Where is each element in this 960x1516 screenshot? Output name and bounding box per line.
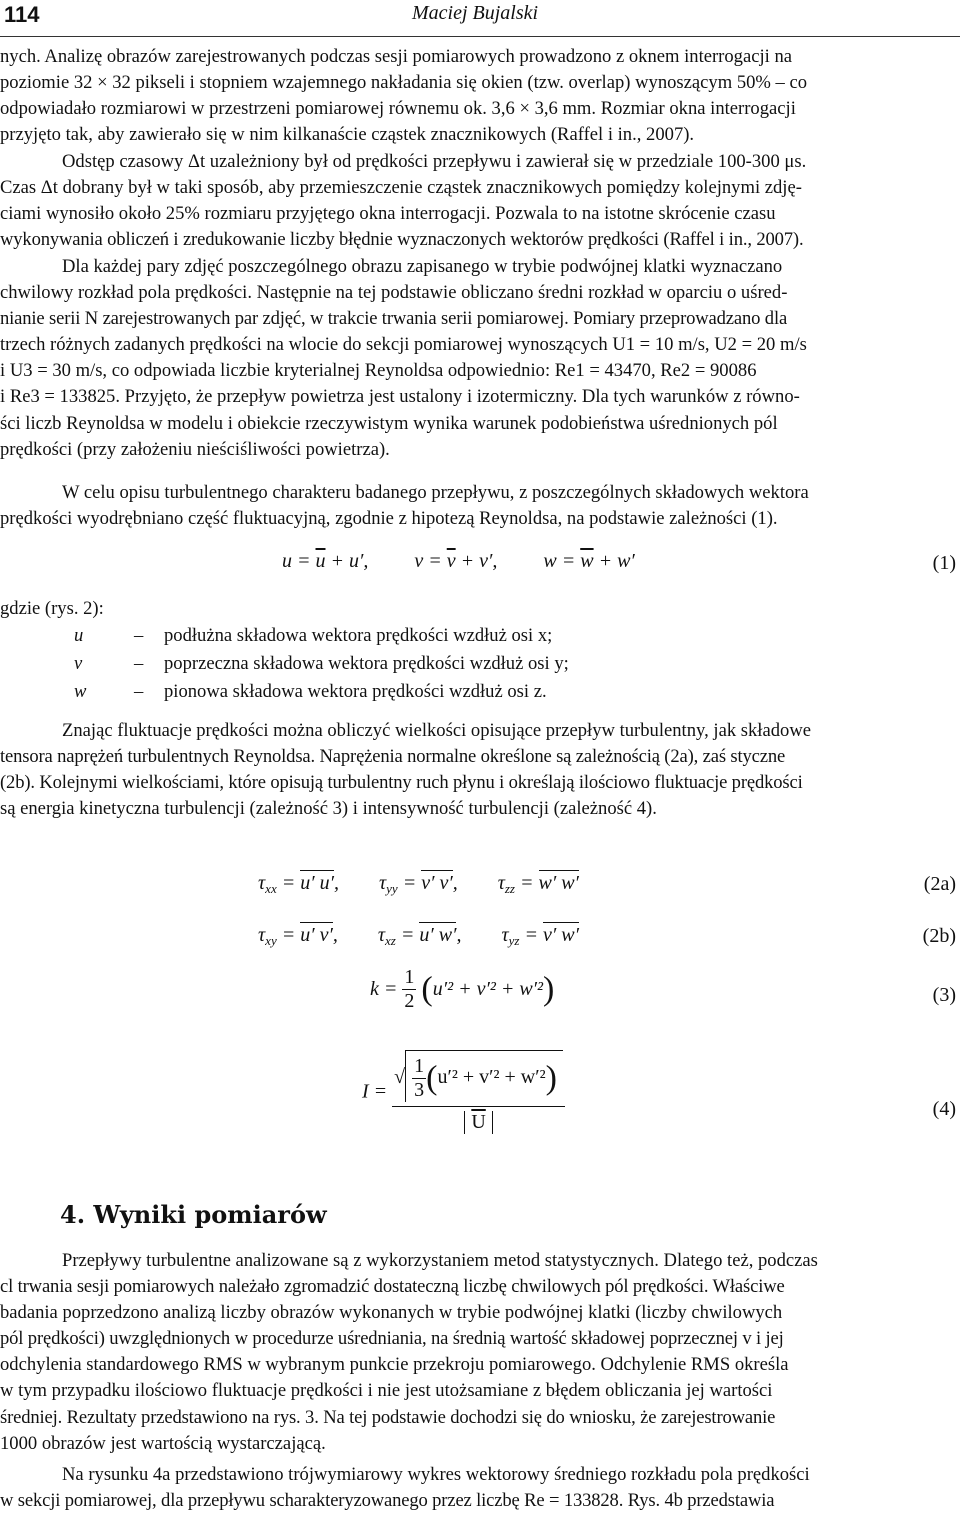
text-line: poziomie 32 × 32 pikseli i stopniem wzajemnego nakładania się okien (tzw. overlap) wynoszącym 50% – co bbox=[0, 72, 808, 94]
text-line: Przepływy turbulentne analizowane są z wykorzystaniem metod statystycznych. Dlatego też, podczas bbox=[62, 1250, 818, 1271]
symbol-definitions bbox=[0, 622, 960, 706]
text-line: prędkości wyodrębniano część fluktuacyjną, zgodnie z hipotezą Reynoldsa, na podstawie zależności (1). bbox=[0, 508, 778, 530]
text-line: W celu opisu turbulentnego charakteru badanego przepływu, z poszczególnych składowych wektora bbox=[62, 482, 809, 503]
equation-4: I = √ $\frac{1}{3}$ (u′² + v′² + w′²) U bbox=[362, 1050, 565, 1134]
equation-2b-number: (2b) bbox=[922, 925, 956, 947]
text-line: i Re3 = 133825. Przyjęto, że przepływ powietrza jest ustalony i izotermiczny. Dla tych warunków z równo- bbox=[0, 386, 800, 408]
text-line: tensora naprężeń turbulentnych Reynoldsa. Naprężenia normalne określone są zależnością (2a), zaś styczne bbox=[0, 746, 786, 768]
paragraph-5 bbox=[0, 718, 960, 822]
definition-row: u – podłużna składowa wektora prędkości wzdłuż osi x; bbox=[74, 625, 553, 646]
paragraph-2 bbox=[0, 149, 960, 253]
text-line: cl trwania sesji pomiarowych należało zgromadzić dostateczną liczbę chwilowych pól prędkości. Właściwe bbox=[0, 1276, 785, 1298]
equation-1-number: (1) bbox=[932, 552, 956, 574]
equation-2b: $\tau_{xy} = u'$ v′, $\tau_{xz} = u'$ w′, $\tau_{yz} = v'$ w′ bbox=[258, 924, 579, 948]
text-line: w sekcji pomiarowej, dla przepływu scharakteryzowanego przez liczbę Re = 133828. Rys. 4b przedstawia bbox=[0, 1490, 775, 1512]
text-line: pól prędkości) uwzględnionych w procedurze uśredniania, na średnią wartość składowej poprzecznej v i jej bbox=[0, 1328, 784, 1350]
fraction: √ $\frac{1}{3}$ (u′² + v′² + w′²) U bbox=[392, 1050, 565, 1134]
page-header bbox=[0, 0, 960, 34]
text-line: są energia kinetyczna turbulencji (zależność 3) i intensywność turbulencji (zależność 4). bbox=[0, 798, 657, 820]
definition-row: v – poprzeczna składowa wektora prędkości wzdłuż osi y; bbox=[74, 653, 569, 674]
equation-2a: $\tau_{xx} = u'$ u′, $\tau_{yy} = v'$ v′, $\tau_{zz} = w'$ w′ bbox=[258, 872, 579, 896]
text-line: odchylenia standardowego RMS w wybranym punkcie przekroju pomiarowego. Odchylenie RMS określa bbox=[0, 1354, 789, 1376]
text-line: badania poprzedzono analizą liczby obrazów wykonanych w trybie podwójnej klatki (liczby chwilowych bbox=[0, 1302, 783, 1324]
text-line: nych. Analizę obrazów zarejestrowanych podczas sesji pomiarowych prowadzono z oknem interrogacji na bbox=[0, 46, 793, 67]
text-line: przyjęto tak, aby zawierało się w nim kilkanaście cząstek znacznikowych (Raffel i in., 2007). bbox=[0, 124, 695, 146]
text-line: trzech różnych zadanych prędkości na wlocie do sekcji pomiarowej wynoszących U1 = 10 m/s, U2 = 20 m/s bbox=[0, 334, 807, 356]
text-line: Dla każdej pary zdjęć poszczególnego obrazu zapisanego w trybie podwójnej klatki wyznaczano bbox=[62, 256, 783, 277]
paragraph-6 bbox=[0, 1248, 960, 1457]
page-number: 114 bbox=[4, 2, 40, 27]
text-line: ciami wynosiło około 25% rozmiaru przyjętego okna interrogacji. Pozwala to na istotne skrócenie czasu bbox=[0, 203, 776, 225]
gdzie-label: gdzie (rys. 2): bbox=[0, 598, 104, 619]
text-line: Znając fluktuacje prędkości można obliczyć wielkości opisujące przepływ turbulentny, jak składowe bbox=[62, 720, 811, 741]
running-head-author: Maciej Bujalski bbox=[412, 2, 539, 24]
text-line: 1000 obrazów jest wartością wystarczającą. bbox=[0, 1432, 326, 1454]
definition-row: w – pionowa składowa wektora prędkości wzdłuż osi z. bbox=[74, 681, 547, 702]
equation-1: $u = \overline{u} + u'$, $v = \overline{v} + v'$, $w = \overline{w} + w'$ bbox=[282, 550, 635, 572]
section-heading: 4. Wyniki pomiarów bbox=[60, 1200, 327, 1229]
equation-3-number: (3) bbox=[932, 984, 956, 1006]
text-line: Odstęp czasowy Δt uzależniony był od prędkości przepływu i zawierał się w przedziale 100-300 μs. bbox=[62, 151, 807, 172]
text-line: nianie serii N zarejestrowanych par zdjęć, w trakcie trwania serii pomiarowej. Pomiary przeprowadzano dla bbox=[0, 308, 788, 330]
text-line: średniej. Rezultaty przedstawiono na rys. 3. Na tej podstawie dochodzi się do wniosku, że zarejestrowanie bbox=[0, 1406, 776, 1428]
text-line: chwilowy rozkład pola prędkości. Następnie na tej podstawie obliczano średni rozkład w oparciu o uśred- bbox=[0, 282, 788, 304]
paragraph-4 bbox=[0, 480, 960, 532]
text-line: odpowiadało rozmiarowi w przestrzeni pomiarowej równemu ok. 3,6 × 3,6 mm. Rozmiar okna interrogacji bbox=[0, 98, 796, 120]
text-line: Czas Δt dobrany był w taki sposób, aby przemieszczenie cząstek znacznikowych pomiędzy kolejnymi zdję- bbox=[0, 177, 802, 199]
text-line: wykonywania obliczeń i zredukowanie liczby błędnie wyznaczonych wektorów prędkości (Raffel i in., 2007). bbox=[0, 229, 804, 251]
text-line: ści liczb Reynoldsa w modelu i obiekcie rzeczywistym wynika warunek podobieństwa uśrednionych pól bbox=[0, 412, 778, 434]
text-line: i U3 = 30 m/s, co odpowiada liczbie kryterialnej Reynoldsa odpowiednio: Re1 = 43470, Re2 = 90086 bbox=[0, 360, 757, 382]
text-line: prędkości (przy założeniu nieściśliwości powietrza). bbox=[0, 438, 390, 460]
equation-3: k = $\frac{1}{2}$ (u′² + v′² + w′²) bbox=[370, 966, 555, 1012]
text-line: (2b). Kolejnymi wielkościami, które opisują turbulentny ruch płynu i określają ilościowo fluktuacje prędkości bbox=[0, 772, 803, 794]
text-line: w tym przypadku ilościowo fluktuacje prędkości i nie jest utożsamiane z błędem obliczania jej wartości bbox=[0, 1380, 773, 1402]
paragraph-3 bbox=[0, 254, 960, 463]
fraction: $\frac{1}{2}$ bbox=[404, 966, 415, 1012]
header-rule bbox=[0, 36, 960, 37]
paragraph-1 bbox=[0, 44, 960, 148]
paragraph-7 bbox=[0, 1462, 960, 1514]
text-line: Na rysunku 4a przedstawiono trójwymiarowy wykres wektorowy średniego rozkładu pola prędkości bbox=[62, 1464, 810, 1485]
equation-4-number: (4) bbox=[932, 1098, 956, 1120]
equation-2a-number: (2a) bbox=[923, 873, 956, 895]
